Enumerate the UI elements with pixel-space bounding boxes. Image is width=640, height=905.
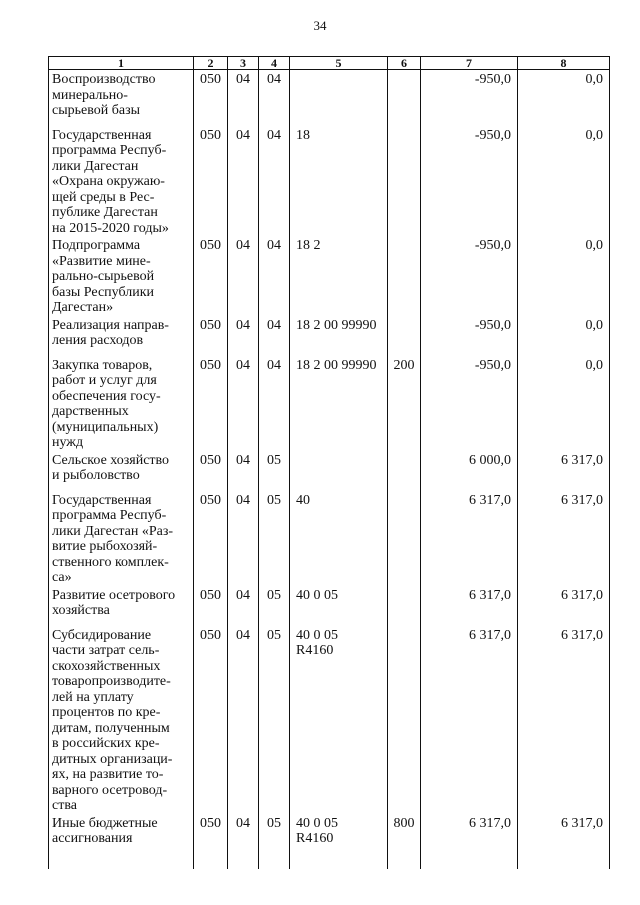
row-amount-1: 6 317,0 — [421, 491, 518, 586]
row-amount-2: 6 317,0 — [518, 491, 610, 586]
header-col-3: 3 — [228, 57, 259, 70]
row-amount-1: 6 317,0 — [421, 586, 518, 626]
row-name: Закупка товаров, работ и услуг для обеспечения госу- дарственных (муниципальных) нужд — [49, 356, 194, 451]
table-row — [49, 491, 610, 586]
row-subsection-code: 05 — [259, 586, 290, 626]
row-ministry-code: 050 — [194, 586, 228, 626]
header-col-2: 2 — [194, 57, 228, 70]
row-name: Реализация направ- ления расходов — [49, 316, 194, 356]
row-ministry-code: 050 — [194, 316, 228, 356]
row-amount-1: -950,0 — [421, 316, 518, 356]
row-target-article: 40 0 05 R4160 — [290, 626, 388, 814]
row-name: Развитие осетрового хозяйства — [49, 586, 194, 626]
row-name: Сельское хозяйство и рыболовство — [49, 451, 194, 491]
row-amount-2: 0,0 — [518, 70, 610, 126]
header-col-4: 4 — [259, 57, 290, 70]
row-amount-2: 0,0 — [518, 316, 610, 356]
row-name: Иные бюджетные ассигнования — [49, 814, 194, 869]
row-ministry-code: 050 — [194, 236, 228, 316]
row-section-code: 04 — [228, 451, 259, 491]
row-name: Государственная программа Респуб- лики Дагестан «Охрана окружаю- щей среды в Рес- публике Дагестан на 2015-2020 годы» — [49, 126, 194, 237]
row-amount-1: 6 317,0 — [421, 814, 518, 869]
row-amount-2: 6 317,0 — [518, 586, 610, 626]
row-target-article: 18 2 00 99990 — [290, 356, 388, 451]
row-target-article — [290, 70, 388, 126]
row-name: Воспроизводство минерально- сырьевой базы — [49, 70, 194, 126]
row-target-article: 40 0 05 — [290, 586, 388, 626]
row-amount-1: 6 000,0 — [421, 451, 518, 491]
row-amount-1: -950,0 — [421, 356, 518, 451]
row-section-code: 04 — [228, 491, 259, 586]
row-ministry-code: 050 — [194, 814, 228, 869]
row-expense-type — [388, 70, 421, 126]
row-subsection-code: 05 — [259, 814, 290, 869]
row-amount-2: 6 317,0 — [518, 626, 610, 814]
row-ministry-code: 050 — [194, 491, 228, 586]
row-target-article: 18 2 00 99990 — [290, 316, 388, 356]
row-amount-1: -950,0 — [421, 126, 518, 237]
row-name: Государственная программа Респуб- лики Дагестан «Раз- витие рыбохозяй- ственного комплек- са» — [49, 491, 194, 586]
table-header-row — [49, 57, 610, 70]
header-col-7: 7 — [421, 57, 518, 70]
header-col-6: 6 — [388, 57, 421, 70]
row-subsection-code: 04 — [259, 236, 290, 316]
row-section-code: 04 — [228, 236, 259, 316]
row-subsection-code: 04 — [259, 316, 290, 356]
table-row — [49, 586, 610, 626]
row-subsection-code: 05 — [259, 626, 290, 814]
row-expense-type — [388, 316, 421, 356]
row-section-code: 04 — [228, 70, 259, 126]
row-section-code: 04 — [228, 814, 259, 869]
row-subsection-code: 05 — [259, 451, 290, 491]
row-amount-1: 6 317,0 — [421, 626, 518, 814]
row-subsection-code: 05 — [259, 491, 290, 586]
table-row — [49, 126, 610, 237]
table-row — [49, 70, 610, 126]
table-row — [49, 626, 610, 814]
row-target-article: 18 2 — [290, 236, 388, 316]
row-section-code: 04 — [228, 126, 259, 237]
header-col-5: 5 — [290, 57, 388, 70]
row-expense-type — [388, 236, 421, 316]
row-expense-type — [388, 626, 421, 814]
table-row — [49, 316, 610, 356]
row-section-code: 04 — [228, 356, 259, 451]
row-expense-type: 200 — [388, 356, 421, 451]
row-expense-type — [388, 491, 421, 586]
page-number: 34 — [313, 18, 327, 33]
row-name: Подпрограмма «Развитие мине- рально-сырьевой базы Республики Дагестан» — [49, 236, 194, 316]
header-col-1: 1 — [49, 57, 194, 70]
row-amount-2: 0,0 — [518, 236, 610, 316]
budget-table — [48, 56, 610, 869]
row-expense-type — [388, 451, 421, 491]
row-amount-2: 0,0 — [518, 356, 610, 451]
row-section-code: 04 — [228, 626, 259, 814]
row-ministry-code: 050 — [194, 126, 228, 237]
table-row — [49, 356, 610, 451]
table-row — [49, 814, 610, 869]
row-amount-2: 6 317,0 — [518, 814, 610, 869]
row-target-article: 40 — [290, 491, 388, 586]
row-target-article — [290, 451, 388, 491]
row-amount-1: -950,0 — [421, 236, 518, 316]
row-amount-2: 6 317,0 — [518, 451, 610, 491]
row-ministry-code: 050 — [194, 70, 228, 126]
row-ministry-code: 050 — [194, 356, 228, 451]
row-expense-type — [388, 586, 421, 626]
table-row — [49, 451, 610, 491]
row-target-article: 18 — [290, 126, 388, 237]
row-subsection-code: 04 — [259, 70, 290, 126]
row-expense-type — [388, 126, 421, 237]
row-name: Субсидирование части затрат сель- скохозяйственных товаропроизводите- лей на уплату процентов по кре- дитам, полученным в российских кре- дитных организаци- ях, на развитие то- варного осетровод- ства — [49, 626, 194, 814]
row-amount-2: 0,0 — [518, 126, 610, 237]
header-col-8: 8 — [518, 57, 610, 70]
row-ministry-code: 050 — [194, 451, 228, 491]
row-expense-type: 800 — [388, 814, 421, 869]
row-section-code: 04 — [228, 316, 259, 356]
row-subsection-code: 04 — [259, 356, 290, 451]
table-row — [49, 236, 610, 316]
row-section-code: 04 — [228, 586, 259, 626]
row-amount-1: -950,0 — [421, 70, 518, 126]
row-subsection-code: 04 — [259, 126, 290, 237]
row-target-article: 40 0 05 R4160 — [290, 814, 388, 869]
row-ministry-code: 050 — [194, 626, 228, 814]
